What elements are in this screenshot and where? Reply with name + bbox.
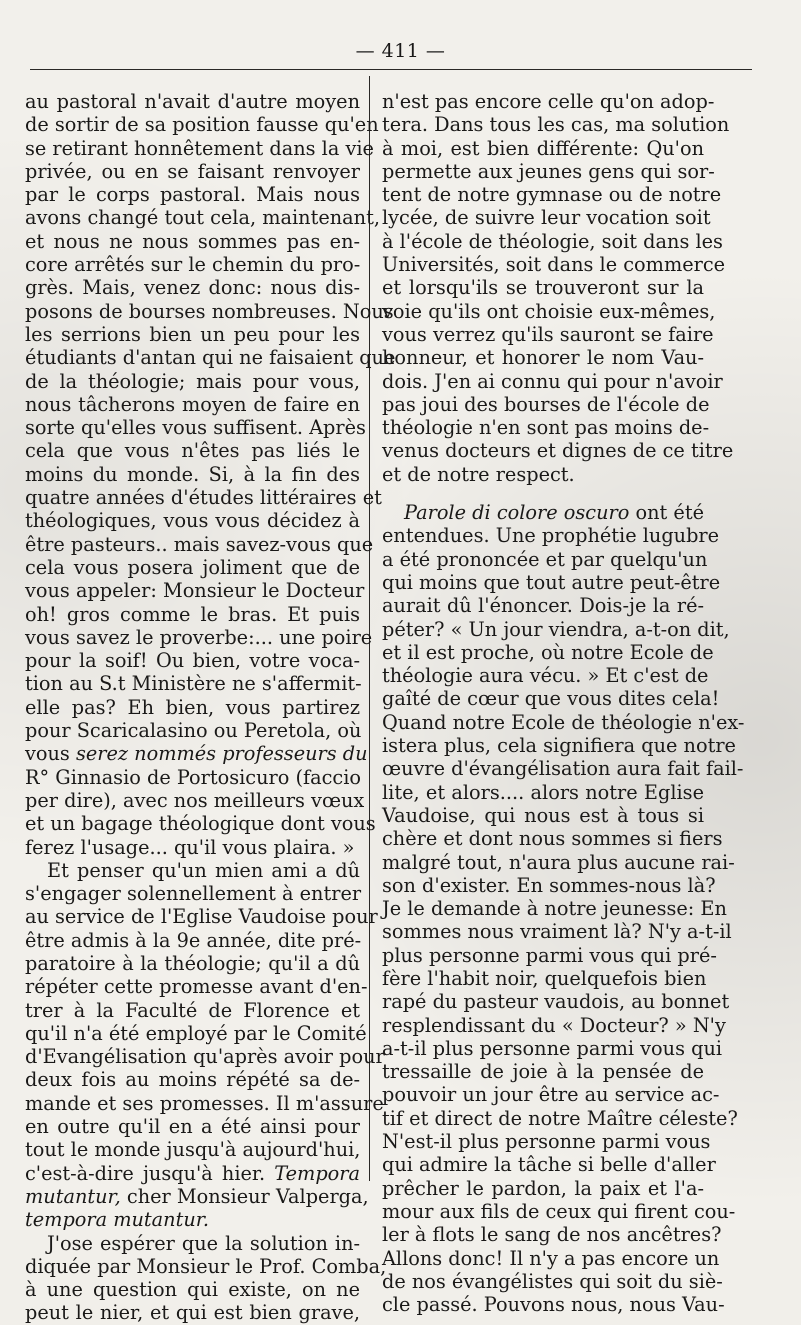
text-line: oh! gros comme le bras. Et puis	[25, 602, 360, 626]
text-line: avons changé tout cela, maintenant,	[25, 206, 380, 230]
text-line: Vaudoise, qui nous est à tous si	[382, 803, 704, 827]
text-line: être pasteurs.. mais savez-vous que	[25, 532, 374, 556]
text-line: tout le monde jusqu'à aujourd'hui,	[25, 1138, 361, 1162]
text-line: elle pas? Eh bien, vous partirez	[25, 695, 360, 719]
italic-phrase: mutantur,	[25, 1184, 121, 1208]
text-line: moins du monde. Si, à la fin des	[25, 462, 360, 486]
italic-phrase: tempora mutantur.	[25, 1208, 209, 1232]
text-line: de nos évangélistes qui soit du siè-	[382, 1269, 723, 1293]
text-line: Quand notre Ecole de théologie n'ex-	[382, 710, 745, 734]
text-line: mande et ses promesses. Il m'assure	[25, 1091, 384, 1115]
text-line: tent de notre gymnase ou de notre	[382, 183, 722, 207]
text-line: mour aux fils de ceux qui firent cou-	[382, 1199, 736, 1223]
text-line: œuvre d'évangélisation aura fait fail-	[382, 757, 744, 781]
text-line: de sortir de sa position fausse qu'en	[25, 113, 379, 137]
text-line: tif et direct de notre Maître céleste?	[382, 1106, 738, 1130]
text-line: cle passé. Pouvons nous, nous Vau-	[382, 1293, 725, 1317]
text-line: son d'exister. En sommes-nous là?	[382, 873, 716, 897]
text-line: à l'école de théologie, soit dans les	[382, 229, 723, 253]
text-line: nous tâcherons moyen de faire en	[25, 392, 360, 416]
text-line: privée, ou en se faisant renvoyer	[25, 159, 360, 183]
text-line: pour Scaricalasino ou Peretola, où	[25, 719, 362, 743]
text-line: trer à la Faculté de Florence et	[25, 998, 360, 1022]
text-line: être admis à la 9e année, dite pré-	[25, 928, 362, 952]
text-line: qui moins que tout autre peut-être	[382, 570, 721, 594]
text-line: istera plus, cela signifiera que notre	[382, 734, 736, 758]
left-column	[25, 90, 396, 1325]
text-line: pour la soif! Ou bien, votre voca-	[25, 649, 360, 673]
text-line: deux fois au moins répété sa de-	[25, 1068, 360, 1092]
text-line: qui admire la tâche si belle d'aller	[382, 1153, 716, 1177]
text-line: répéter cette promesse avant d'en-	[25, 975, 368, 999]
text-line: a-t-il plus personne parmi vous qui	[382, 1036, 723, 1060]
text-line: plus personne parmi vous qui pré-	[382, 943, 717, 967]
text-line: R° Ginnasio de Portosicuro (faccio	[25, 765, 361, 789]
text-line: fère l'habit noir, quelquefois bien	[382, 966, 707, 990]
text-line: vous appeler: Monsieur le Docteur	[25, 579, 365, 603]
text-line: vous serez nommés professeurs du	[25, 742, 368, 766]
text-line: et nous ne nous sommes pas en-	[25, 229, 360, 253]
text-line: théologiques, vous vous décidez à	[25, 509, 360, 533]
text-line: sommes nous vraiment là? N'y a-t-il	[382, 920, 732, 944]
text-line: de la théologie; mais pour vous,	[25, 369, 360, 393]
text-line: malgré tout, n'aura plus aucune rai-	[382, 850, 735, 874]
text-line: honneur, et honorer le nom Vau-	[382, 346, 704, 370]
italic-phrase: Parole di colore oscuro	[404, 501, 630, 525]
text-line: a été prononcée et par quelqu'un	[382, 547, 708, 571]
page-number: — 411 —	[355, 40, 446, 62]
text-line: N'est-il plus personne parmi vous	[382, 1130, 711, 1154]
text-line: cela vous posera joliment que de	[25, 555, 360, 579]
text-line: dois. J'en ai connu qui pour n'avoir	[382, 369, 723, 393]
text-line: se retirant honnêtement dans la vie	[25, 136, 374, 160]
text-line: mutantur, cher Monsieur Valperga,	[25, 1184, 369, 1208]
text-line: par le corps pastoral. Mais nous	[25, 183, 360, 207]
text-line: resplendissant du « Docteur? » N'y	[382, 1013, 726, 1037]
text-line: s'engager solennellement à entrer	[25, 882, 362, 906]
text-line: rapé du pasteur vaudois, au bonnet	[382, 990, 730, 1014]
text-line: les serrions bien un peu pour les	[25, 322, 360, 346]
text-line: cela que vous n'êtes pas liés le	[25, 439, 360, 463]
text-line: paratoire à la théologie; qu'il a dû	[25, 951, 360, 975]
text-line: à une question qui existe, on ne	[25, 1278, 360, 1302]
italic-phrase: serez nommés professeurs du	[75, 742, 368, 766]
text-line: gaîté de cœur que vous dites cela!	[382, 687, 720, 711]
header-rule	[30, 69, 752, 70]
text-line: étudiants d'antan qui ne faisaient que	[25, 346, 396, 370]
line-rest: ont été	[629, 501, 704, 525]
text-line: permette aux jeunes gens qui sor-	[382, 159, 715, 183]
text-line	[25, 1208, 360, 1231]
text-line: pouvoir un jour être au service ac-	[382, 1083, 720, 1107]
text-line: et un bagage théologique dont vous	[25, 812, 376, 836]
text-line: voie qu'ils ont choisie eux-mêmes,	[382, 299, 716, 323]
text-line: en outre qu'il en a été ainsi pour	[25, 1115, 360, 1139]
text-line: prêcher le pardon, la paix et l'a-	[382, 1176, 704, 1200]
text-line: vous savez le proverbe:... une poire	[25, 625, 373, 649]
text-line: venus docteurs et dignes de ce titre	[382, 439, 734, 463]
text-line: diquée par Monsieur le Prof. Comba,	[25, 1254, 387, 1278]
text-line: vous verrez qu'ils sauront se faire	[382, 322, 714, 346]
text-line: qu'il n'a été employé par le Comité	[25, 1021, 367, 1045]
text-line: à moi, est bien différente: Qu'on	[382, 136, 704, 160]
text-line: aurait dû l'énoncer. Dois-je la ré-	[382, 594, 704, 618]
text-line: Universités, soit dans le commerce	[382, 253, 726, 277]
text-line: chère et dont nous sommes si fiers	[382, 827, 723, 851]
text-line: tera. Dans tous les cas, ma solution	[382, 113, 730, 137]
text-line: entendues. Une prophétie lugubre	[382, 524, 720, 548]
text-line: d'Evangélisation qu'après avoir pour	[25, 1045, 385, 1069]
text-line: c'est-à-dire jusqu'à hier. Tempora	[25, 1161, 360, 1185]
text-line: core arrêtés sur le chemin du pro-	[25, 253, 361, 277]
text-line: posons de bourses nombreuses. Nous	[25, 299, 394, 323]
text-line: au pastoral n'avait d'autre moyen	[25, 90, 360, 113]
text-line: ler à flots le sang de nos ancêtres?	[382, 1223, 722, 1247]
text-line: J'ose espérer que la solution in-	[47, 1231, 360, 1255]
right-column	[382, 90, 745, 1317]
text-line: Je le demande à notre jeunesse: En	[382, 897, 727, 921]
text-line: pas joui des bourses de l'école de	[382, 392, 710, 416]
text-line: théologie aura vécu. » Et c'est de	[382, 664, 709, 688]
text-line: grès. Mais, venez donc: nous dis-	[25, 276, 360, 300]
text-line: quatre années d'études littéraires et	[25, 486, 382, 510]
text-line: Allons donc! Il n'y a pas encore un	[382, 1246, 720, 1270]
text-line: théologie n'en sont pas moins de-	[382, 416, 710, 440]
text-line: tressaille de joie à la pensée de	[382, 1060, 704, 1084]
text-line: sorte qu'elles vous suffisent. Après	[25, 416, 366, 440]
text-line: tion au S.t Ministère ne s'affermit-	[25, 672, 362, 696]
text-line: lite, et alors.... alors notre Eglise	[382, 780, 704, 804]
text-line: et de notre respect.	[382, 462, 575, 486]
italic-phrase: Tempora	[274, 1161, 360, 1185]
paragraph-gap	[382, 486, 704, 501]
text-line: péter? « Un jour viendra, a-t-on dit,	[382, 617, 730, 641]
text-line: peut le nier, et qui est bien grave,	[25, 1301, 360, 1325]
text-line: et il est proche, où notre Ecole de	[382, 640, 714, 664]
text-line	[382, 501, 704, 524]
text-line: lycée, de suivre leur vocation soit	[382, 206, 711, 230]
text-line: ferez l'usage... qu'il vous plaira. »	[25, 835, 355, 859]
text-line: per dire), avec nos meilleurs vœux	[25, 788, 365, 812]
text-line: n'est pas encore celle qu'on adop-	[382, 90, 715, 113]
text-line: Et penser qu'un mien ami a dû	[47, 858, 360, 882]
text-line: au service de l'Eglise Vaudoise pour	[25, 905, 378, 929]
text-line: et lorsqu'ils se trouveront sur la	[382, 276, 704, 300]
